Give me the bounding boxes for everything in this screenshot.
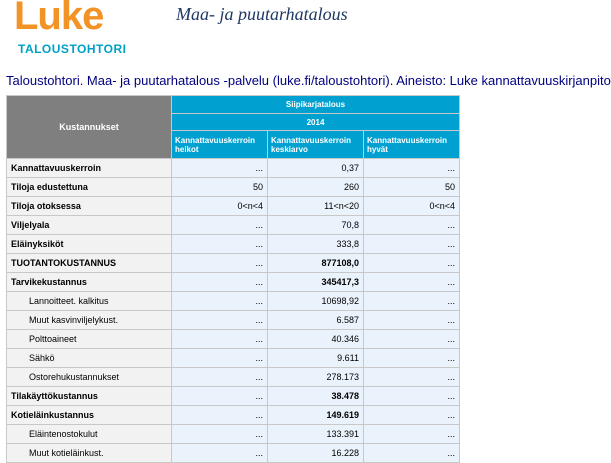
table-row <box>7 387 460 406</box>
table-row <box>7 406 460 425</box>
row-label: TUOTANTOKUSTANNUS <box>7 254 172 273</box>
row-value-3: ... <box>364 330 460 349</box>
row-label: Viljelyala <box>7 216 172 235</box>
logo-wordmark: Luke <box>14 0 104 38</box>
luke-logo[interactable] <box>14 0 144 66</box>
row-value-3: ... <box>364 444 460 463</box>
row-value-2: 10698,92 <box>268 292 364 311</box>
row-label: Lannoitteet. kalkitus <box>7 292 172 311</box>
row-label: Muut kasvinviljelykust. <box>7 311 172 330</box>
row-value-3: 50 <box>364 178 460 197</box>
row-value-1: ... <box>172 368 268 387</box>
row-label: Tiloja edustettuna <box>7 178 172 197</box>
row-label: Eläintenostokulut <box>7 425 172 444</box>
table-row <box>7 254 460 273</box>
table-row <box>7 444 460 463</box>
row-value-1: ... <box>172 311 268 330</box>
table-row <box>7 330 460 349</box>
table-row <box>7 216 460 235</box>
row-value-1: ... <box>172 273 268 292</box>
row-value-3: ... <box>364 216 460 235</box>
row-value-3: ... <box>364 349 460 368</box>
row-value-1: ... <box>172 406 268 425</box>
row-value-2: 11<n<20 <box>268 197 364 216</box>
table-row <box>7 159 460 178</box>
row-value-1: ... <box>172 330 268 349</box>
column-header-heikot[interactable]: Kannattavuuskerroin heikot <box>172 131 268 159</box>
row-value-3: ... <box>364 235 460 254</box>
row-value-2: 9.611 <box>268 349 364 368</box>
row-value-1: ... <box>172 235 268 254</box>
row-value-3: ... <box>364 273 460 292</box>
row-value-2: 149.619 <box>268 406 364 425</box>
table-row <box>7 178 460 197</box>
row-value-3: ... <box>364 292 460 311</box>
column-header-kustannukset[interactable]: Kustannukset <box>7 96 172 159</box>
row-value-2: 16.228 <box>268 444 364 463</box>
row-value-3: ... <box>364 406 460 425</box>
row-value-2: 0,37 <box>268 159 364 178</box>
row-label: Kotieläinkustannus <box>7 406 172 425</box>
row-value-1: ... <box>172 444 268 463</box>
table-row <box>7 425 460 444</box>
row-label: Tilakäyttökustannus <box>7 387 172 406</box>
table-row <box>7 235 460 254</box>
row-label: Tarvikekustannus <box>7 273 172 292</box>
row-value-2: 38.478 <box>268 387 364 406</box>
group-header: Siipikarjatalous <box>172 96 460 114</box>
row-value-3: ... <box>364 311 460 330</box>
cost-table <box>6 95 460 463</box>
row-value-1: ... <box>172 216 268 235</box>
row-value-3: ... <box>364 368 460 387</box>
row-value-1: ... <box>172 387 268 406</box>
row-value-2: 333,8 <box>268 235 364 254</box>
row-value-3: ... <box>364 387 460 406</box>
row-value-3: ... <box>364 425 460 444</box>
page-title: Maa- ja puutarhatalous <box>176 4 348 24</box>
row-label: Ostorehukustannukset <box>7 368 172 387</box>
row-value-2: 260 <box>268 178 364 197</box>
row-value-2: 133.391 <box>268 425 364 444</box>
row-value-1: 50 <box>172 178 268 197</box>
row-label: Eläinyksiköt <box>7 235 172 254</box>
row-value-1: ... <box>172 254 268 273</box>
row-value-2: 6.587 <box>268 311 364 330</box>
page-header <box>0 0 510 66</box>
table-row <box>7 197 460 216</box>
source-description: Taloustohtori. Maa- ja puutarhatalous -palvelu (luke.fi/taloustohtori). Aineisto: Luke kannattavuuskirjanpito <box>6 73 611 88</box>
year-header: 2014 <box>172 114 460 131</box>
row-label: Polttoaineet <box>7 330 172 349</box>
row-value-2: 345417,3 <box>268 273 364 292</box>
logo-subtitle: TALOUSTOHTORI <box>18 42 127 56</box>
row-value-2: 40.346 <box>268 330 364 349</box>
row-value-2: 70,8 <box>268 216 364 235</box>
table-row <box>7 292 460 311</box>
column-header-keskiarvo[interactable]: Kannattavuuskerroin keskiarvo <box>268 131 364 159</box>
row-value-1: 0<n<4 <box>172 197 268 216</box>
table-row <box>7 273 460 292</box>
row-value-3: ... <box>364 254 460 273</box>
table-row <box>7 349 460 368</box>
row-label: Sähkö <box>7 349 172 368</box>
row-value-1: ... <box>172 425 268 444</box>
row-value-3: 0<n<4 <box>364 197 460 216</box>
row-label: Kannattavuuskerroin <box>7 159 172 178</box>
row-value-1: ... <box>172 292 268 311</box>
table-row <box>7 368 460 387</box>
row-value-1: ... <box>172 349 268 368</box>
row-label: Muut kotieläinkust. <box>7 444 172 463</box>
table-row <box>7 311 460 330</box>
row-value-3: ... <box>364 159 460 178</box>
table-body <box>7 159 460 463</box>
row-value-2: 278.173 <box>268 368 364 387</box>
row-label: Tiloja otoksessa <box>7 197 172 216</box>
row-value-2: 877108,0 <box>268 254 364 273</box>
row-value-1: ... <box>172 159 268 178</box>
column-header-hyvat[interactable]: Kannattavuuskerroin hyvät <box>364 131 460 159</box>
